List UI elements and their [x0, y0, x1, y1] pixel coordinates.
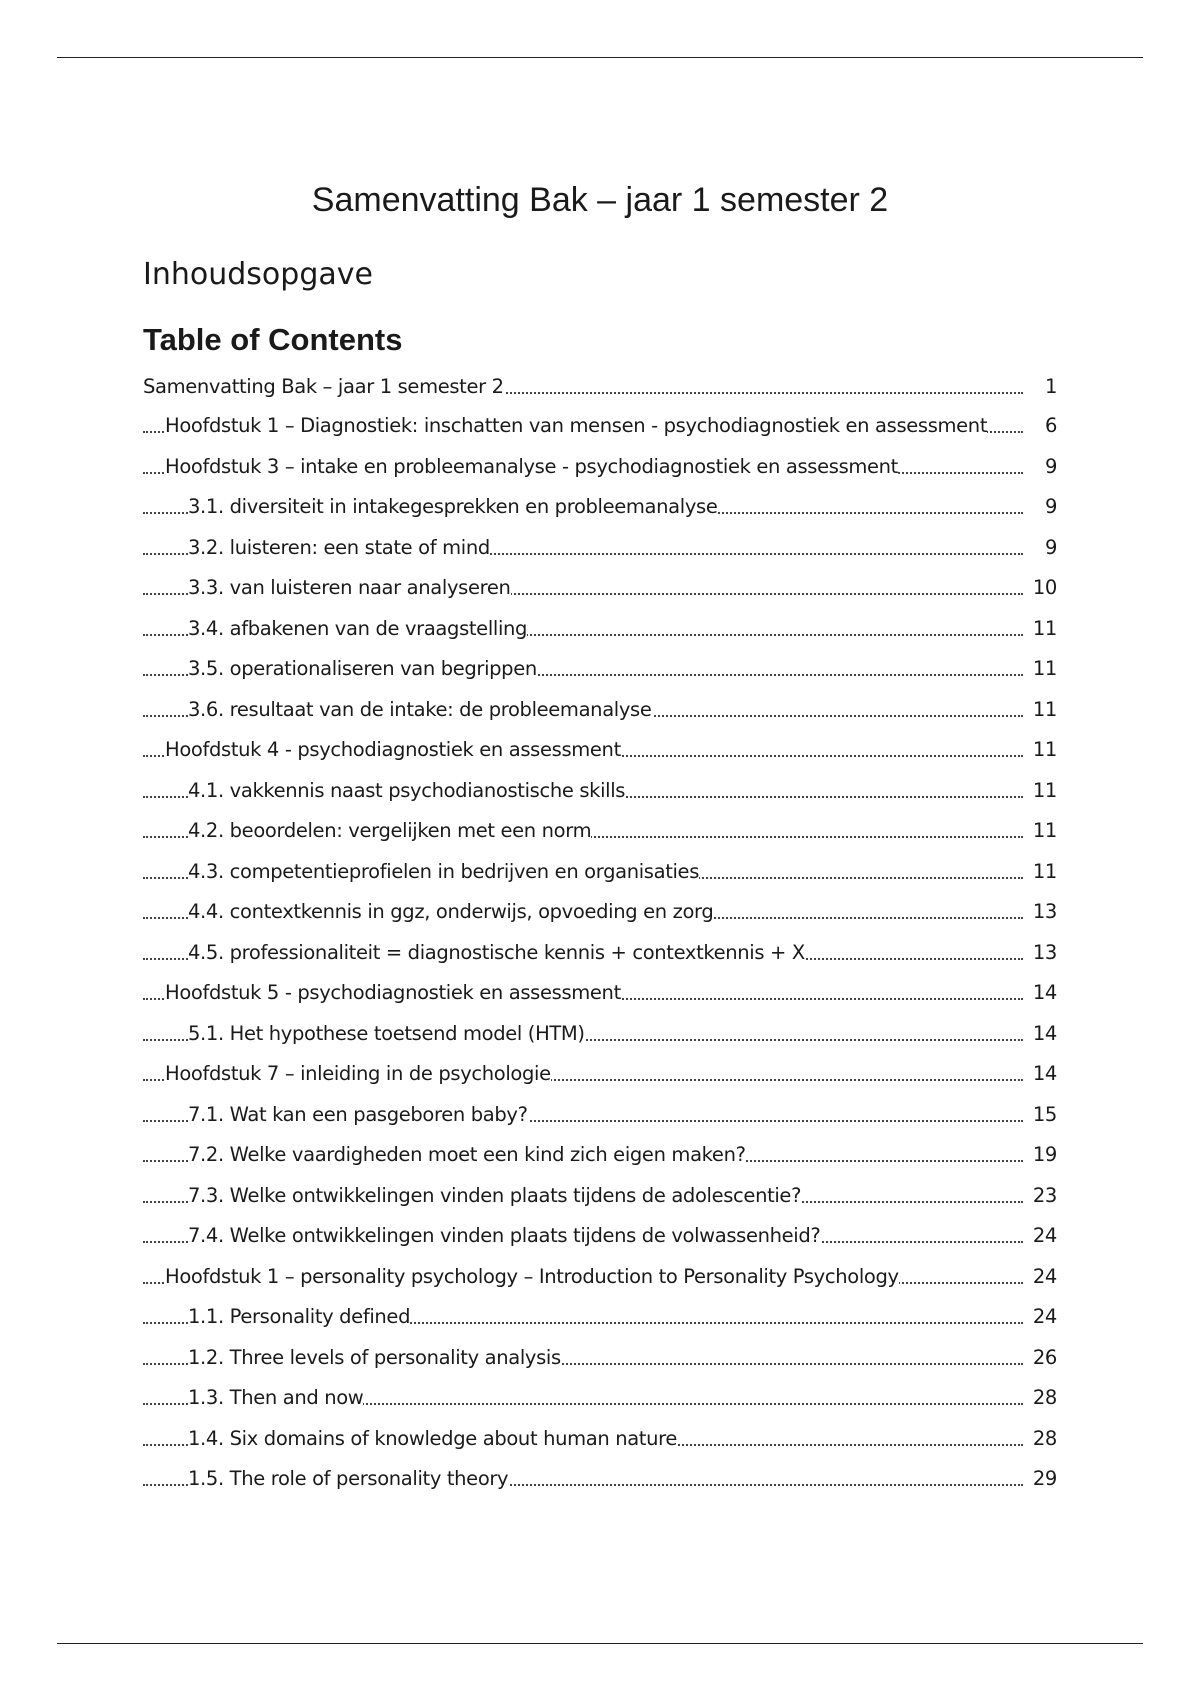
toc-entry-title: 3.3. van luisteren naar analyseren — [188, 576, 511, 599]
toc-entry-title: 4.1. vakkennis naast psychodianostische skills — [188, 778, 626, 802]
toc-entry-page: 11 — [1023, 816, 1057, 846]
toc-entry-title: Hoofdstuk 1 – personality psychology – Introduction to Personality Psychology — [165, 1264, 899, 1288]
toc-entry[interactable] — [143, 492, 1057, 522]
toc-entry-title: 7.2. Welke vaardigheden moet een kind zich eigen maken? — [188, 1143, 746, 1166]
toc-entry-page: 28 — [1023, 1383, 1057, 1413]
toc-entry-title: 1.1. Personality defined — [188, 1305, 411, 1328]
toc-entry[interactable] — [143, 452, 1057, 482]
toc-entry-title: 3.2. luisteren: een state of mind — [188, 535, 490, 559]
toc-entry[interactable] — [143, 1302, 1057, 1332]
toc-entry[interactable] — [143, 1019, 1057, 1049]
toc-entry-title: Hoofdstuk 1 – Diagnostiek: inschatten van mensen - psychodiagnostiek en assessment — [165, 414, 988, 437]
toc-entry-title: 3.6. resultaat van de intake: de probleemanalyse — [188, 697, 652, 721]
toc-entry-title: Hoofdstuk 7 – inleiding in de psychologie — [165, 1062, 551, 1085]
toc-entry-page: 9 — [1023, 533, 1057, 563]
toc-entry-title: Samenvatting Bak – jaar 1 semester 2 — [143, 375, 504, 398]
toc-entry-page: 24 — [1023, 1262, 1057, 1292]
footer-rule — [57, 1643, 1143, 1644]
toc-entry-page: 24 — [1023, 1221, 1057, 1251]
toc-entry-page: 29 — [1023, 1464, 1057, 1494]
toc-entry[interactable] — [143, 372, 1057, 402]
toc-entry-page: 6 — [1023, 411, 1057, 441]
toc-entry-page: 11 — [1023, 735, 1057, 765]
toc-entry-title: 1.4. Six domains of knowledge about human nature — [188, 1426, 678, 1450]
heading-table-of-contents: Table of Contents — [143, 322, 403, 357]
toc-entry[interactable] — [143, 938, 1057, 968]
toc-entry-page: 13 — [1023, 938, 1057, 968]
toc-entry-title: Hoofdstuk 4 - psychodiagnostiek en assessment — [165, 738, 621, 761]
toc-entry-title: 4.3. competentieprofielen in bedrijven en organisaties — [188, 859, 700, 883]
toc-entry-page: 10 — [1023, 573, 1057, 603]
toc-entry-title: 3.5. operationaliseren van begrippen — [188, 657, 537, 680]
toc-entry[interactable] — [143, 695, 1057, 725]
toc-entry-title: 3.4. afbakenen van de vraagstelling — [188, 616, 528, 640]
toc-entry-page: 11 — [1023, 857, 1057, 887]
toc-entry-title: 1.3. Then and now — [188, 1386, 364, 1409]
toc-entry[interactable] — [143, 735, 1057, 765]
toc-entry[interactable] — [143, 857, 1057, 887]
toc-entry[interactable] — [143, 573, 1057, 603]
document-title: Samenvatting Bak – jaar 1 semester 2 — [311, 181, 889, 219]
toc-entry-title: 5.1. Het hypothese toetsend model (HTM) — [188, 1021, 585, 1045]
toc-entry-page: 23 — [1023, 1181, 1057, 1211]
toc-entry[interactable] — [143, 1140, 1057, 1170]
toc-entry-page: 14 — [1023, 1059, 1057, 1089]
toc-entry-page: 24 — [1023, 1302, 1057, 1332]
toc-entry[interactable] — [143, 1100, 1057, 1130]
toc-entry[interactable] — [143, 1059, 1057, 1089]
toc-entry-page: 28 — [1023, 1424, 1057, 1454]
toc-entry-page: 9 — [1023, 492, 1057, 522]
toc-entry[interactable] — [143, 533, 1057, 563]
toc-entry-title: 4.2. beoordelen: vergelijken met een norm — [188, 819, 592, 842]
toc-entry-page: 15 — [1023, 1100, 1057, 1130]
toc-entry-page: 11 — [1023, 614, 1057, 644]
toc-entry[interactable] — [143, 1181, 1057, 1211]
toc-entry[interactable] — [143, 816, 1057, 846]
heading-inhoudsopgave: Inhoudsopgave — [143, 257, 373, 292]
toc-entry-page: 1 — [1023, 372, 1057, 402]
toc-entry-page: 11 — [1023, 654, 1057, 684]
toc-entry[interactable] — [143, 1383, 1057, 1413]
toc-entry[interactable] — [143, 411, 1057, 441]
toc-entry-title: Hoofdstuk 3 – intake en probleemanalyse - psychodiagnostiek en assessment — [165, 454, 898, 478]
toc-entry[interactable] — [143, 1262, 1057, 1292]
toc-entry-page: 13 — [1023, 897, 1057, 927]
toc-entry[interactable] — [143, 978, 1057, 1008]
toc-entry-title: 4.4. contextkennis in ggz, onderwijs, opvoeding en zorg — [188, 900, 714, 923]
toc-entry[interactable] — [143, 776, 1057, 806]
toc-entry[interactable] — [143, 614, 1057, 644]
toc-entry-page: 14 — [1023, 1019, 1057, 1049]
toc-entry[interactable] — [143, 897, 1057, 927]
toc-entry-title: 1.2. Three levels of personality analysis — [188, 1345, 561, 1369]
toc-entry-page: 26 — [1023, 1343, 1057, 1373]
toc-entry-title: 4.5. professionaliteit = diagnostische kennis + contextkennis + X — [188, 940, 805, 964]
header-rule — [57, 57, 1143, 58]
toc-entry-page: 19 — [1023, 1140, 1057, 1170]
toc-entry-title: 7.1. Wat kan een pasgeboren baby? — [188, 1102, 528, 1126]
toc-entry[interactable] — [143, 1464, 1057, 1494]
toc-entry-page: 11 — [1023, 776, 1057, 806]
toc-entry-page: 14 — [1023, 978, 1057, 1008]
toc-entry[interactable] — [143, 654, 1057, 684]
toc-entry[interactable] — [143, 1221, 1057, 1251]
toc-entry-title: Hoofdstuk 5 - psychodiagnostiek en assessment — [165, 981, 621, 1004]
toc-entry-title: 3.1. diversiteit in intakegesprekken en probleemanalyse — [188, 495, 718, 518]
toc-entry-page: 11 — [1023, 695, 1057, 725]
toc-entry[interactable] — [143, 1424, 1057, 1454]
toc-entry-title: 7.3. Welke ontwikkelingen vinden plaats tijdens de adolescentie? — [188, 1183, 802, 1207]
toc-entry-title: 1.5. The role of personality theory — [188, 1467, 509, 1490]
toc-entry[interactable] — [143, 1343, 1057, 1373]
toc-entry-page: 9 — [1023, 452, 1057, 482]
toc-entry-title: 7.4. Welke ontwikkelingen vinden plaats tijdens de volwassenheid? — [188, 1224, 821, 1247]
table-of-contents — [143, 372, 1057, 1505]
